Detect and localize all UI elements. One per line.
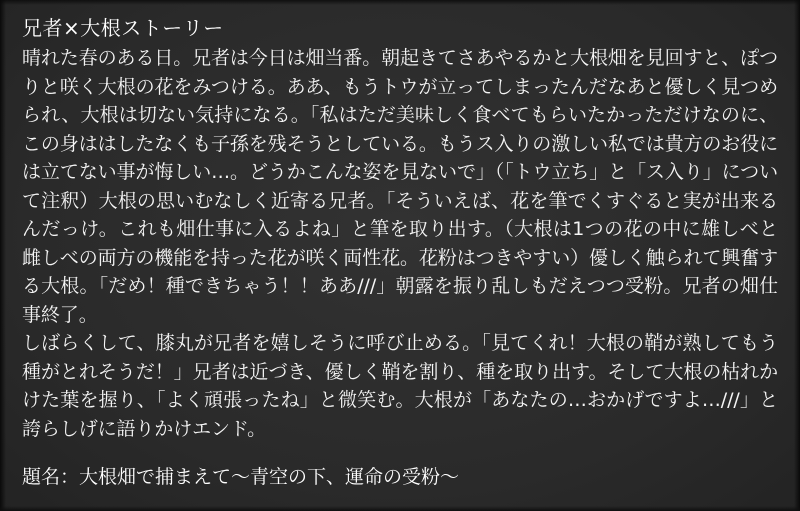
story-subject-line: 題名：大根畑で捕まえて〜青空の下、運命の受粉〜 [22,466,460,488]
story-title: 兄者×大根ストーリー [22,16,224,40]
story-paragraph-1: 晴れた春のある日。兄者は今日は畑当番。朝起きてさあやるかと大根畑を見回すと、ぽつりと咲く大根の花をみつける。ああ、もうトウが立ってしまったんだなあと優しく見つめられ、大根は切ない気持になる。「私はただ美味しく食べてもらいたかっただけなのに、この身ははしたなくも子孫を残そうとしている。もうス入りの激しい私では貴方のお役には立てない事が悔しい…。どうかこんな姿を見ないで」（「トウ立ち」と「ス入り」について注釈）大根の思いむなしく近寄る兄者。「そういえば、花を筆でくすぐると実が出来るんだっけ。これも畑仕事に入るよね」と筆を取り出す。（大根は1つの花の中に雄しべと雌しべの両方の機能を持った花が咲く両性花。花粉はつきやすい）優しく触られて興奮する大根。「だめ！種できちゃう！！ああ///」朝露を振り乱しもだえつつ受粉。兄者の畑仕事終了。 [22,47,779,326]
paragraph-spacer [22,443,778,463]
story-paragraph-2: しばらくして、膝丸が兄者を嬉しそうに呼び止める。「見てくれ！大根の鞘が熟してもう種がとれそうだ！」兄者は近づき、優しく鞘を割り、種を取り出す。そして大根の枯れかけた葉を握り、「よく頑張ったね」と微笑む。大根が「あなたの…おかげですよ…///」と誇らしげに語りかけエンド。 [22,332,778,440]
